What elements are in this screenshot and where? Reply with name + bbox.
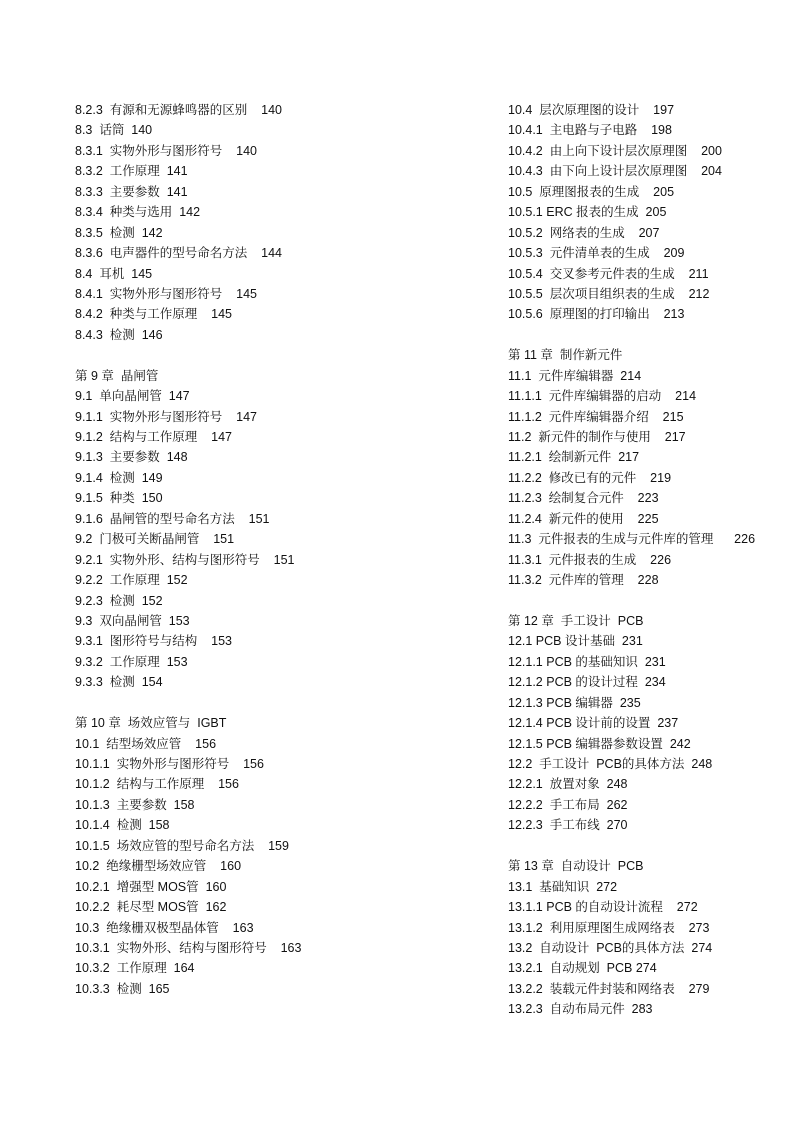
toc-entry: 10.1.2 结构与工作原理 156 bbox=[75, 777, 239, 792]
toc-entry: 10.1.5 场效应管的型号命名方法 159 bbox=[75, 838, 289, 853]
toc-entry: 10.5.5 层次项目组织表的生成 212 bbox=[508, 286, 710, 301]
toc-entry: 9.1.6 晶闸管的型号命名方法 151 bbox=[75, 511, 270, 526]
toc-entry: 9.2 门极可关断晶闸管 151 bbox=[75, 532, 235, 547]
toc-entry: 10.1.1 实物外形与图形符号 156 bbox=[75, 757, 264, 771]
toc-entry: 8.3.5 检测 142 bbox=[75, 225, 163, 240]
toc-entry: 12.2.2 手工布局 262 bbox=[508, 797, 628, 812]
toc-entry: 13.1.1 PCB 的自动设计流程 272 bbox=[508, 900, 698, 915]
toc-entry: 11.2 新元件的制作与使用 217 bbox=[508, 430, 686, 444]
toc-entry: 11.2.3 绘制复合元件 223 bbox=[508, 491, 659, 506]
toc-entry: 13.1 基础知识 272 bbox=[508, 879, 618, 894]
chapter-heading: 第 9 章 晶闸管 bbox=[75, 368, 159, 383]
toc-entry: 8.3.4 种类与选用 142 bbox=[75, 205, 201, 220]
toc-entry: 9.3 双向晶闸管 153 bbox=[75, 613, 190, 628]
toc-entry: 9.2.3 检测 152 bbox=[75, 593, 163, 608]
chapter-heading: 第 10 章 场效应管与 IGBT bbox=[75, 716, 227, 731]
toc-entry: 11.1 元件库编辑器 214 bbox=[508, 368, 642, 383]
toc-entry: 8.3.6 电声器件的型号命名方法 144 bbox=[75, 246, 282, 261]
toc-entry: 10.4.3 由下向上设计层次原理图 204 bbox=[508, 164, 722, 179]
toc-entry: 13.2 自动设计 PCB的具体方法 274 bbox=[508, 940, 713, 955]
toc-entry: 11.3.2 元件库的管理 228 bbox=[508, 573, 659, 588]
toc-entry: 13.2.2 装载元件封装和网络表 279 bbox=[508, 981, 710, 996]
toc-entry: 12.1.5 PCB 编辑器参数设置 242 bbox=[508, 736, 691, 751]
toc-entry: 9.2.2 工作原理 152 bbox=[75, 573, 188, 588]
toc-entry: 13.1.2 利用原理图生成网络表 273 bbox=[508, 920, 710, 935]
toc-entry: 9.1.5 种类 150 bbox=[75, 491, 163, 506]
toc-entry: 13.2.3 自动布局元件 283 bbox=[508, 1002, 653, 1017]
toc-entry: 8.3.2 工作原理 141 bbox=[75, 164, 188, 179]
toc-entry: 10.3 绝缘栅双极型晶体管 163 bbox=[75, 920, 254, 935]
toc-right-column bbox=[508, 100, 788, 1020]
toc-entry: 11.2.4 新元件的使用 225 bbox=[508, 511, 659, 526]
toc-entry: 10.5.3 元件清单表的生成 209 bbox=[508, 246, 685, 261]
toc-entry: 11.2.1 绘制新元件 217 bbox=[508, 450, 640, 465]
section-gap bbox=[508, 325, 788, 345]
toc-entry: 9.3.2 工作原理 153 bbox=[75, 654, 188, 669]
section-gap bbox=[508, 836, 788, 856]
toc-entry: 8.4.1 实物外形与图形符号 145 bbox=[75, 286, 257, 301]
toc-entry: 11.2.2 修改已有的元件 219 bbox=[508, 470, 672, 485]
toc-entry: 10.2.1 增强型 MOS管 160 bbox=[75, 879, 227, 894]
toc-entry: 9.1.4 检测 149 bbox=[75, 470, 163, 485]
toc-entry: 10.1 结型场效应管 156 bbox=[75, 736, 217, 751]
toc-entry: 10.5.2 网络表的生成 207 bbox=[508, 225, 660, 240]
chapter-heading: 第 13 章 自动设计 PCB bbox=[508, 859, 644, 874]
toc-entry: 8.4 耳机 145 bbox=[75, 266, 153, 281]
chapter-heading: 第 11 章 制作新元件 bbox=[508, 348, 623, 363]
toc-entry: 9.3.3 检测 154 bbox=[75, 675, 163, 690]
toc-entry: 9.1 单向晶闸管 147 bbox=[75, 389, 190, 404]
toc-entry: 10.4 层次原理图的设计 197 bbox=[508, 103, 675, 117]
toc-entry: 12.1.1 PCB 的基础知识 231 bbox=[508, 654, 666, 669]
toc-entry: 11.1.2 元件库编辑器介绍 215 bbox=[508, 409, 684, 424]
toc-entry: 11.1.1 元件库编辑器的启动 214 bbox=[508, 389, 697, 404]
toc-entry: 9.1.1 实物外形与图形符号 147 bbox=[75, 409, 257, 424]
toc-entry: 8.3.1 实物外形与图形符号 140 bbox=[75, 143, 257, 158]
toc-entry: 12.2.3 手工布线 270 bbox=[508, 818, 628, 833]
toc-entry: 9.1.3 主要参数 148 bbox=[75, 450, 188, 465]
toc-entry: 10.5.1 ERC 报表的生成 205 bbox=[508, 205, 667, 220]
toc-entry: 9.2.1 实物外形、结构与图形符号 151 bbox=[75, 552, 295, 567]
section-gap bbox=[508, 591, 788, 611]
toc-entry: 12.2 手工设计 PCB的具体方法 248 bbox=[508, 757, 713, 771]
toc-entry: 9.1.2 结构与工作原理 147 bbox=[75, 430, 232, 444]
toc-entry: 10.2.2 耗尽型 MOS管 162 bbox=[75, 900, 227, 915]
toc-entry: 10.1.4 检测 158 bbox=[75, 818, 170, 833]
toc-entry: 8.4.2 种类与工作原理 145 bbox=[75, 307, 232, 322]
toc-entry: 10.3.3 检测 165 bbox=[75, 981, 170, 996]
toc-entry: 12.2.1 放置对象 248 bbox=[508, 777, 628, 792]
toc-entry: 8.2.3 有源和无源蜂鸣器的区别 140 bbox=[75, 103, 282, 117]
toc-left-column bbox=[75, 100, 475, 999]
section-gap bbox=[75, 345, 475, 365]
toc-entry: 10.2 绝缘栅型场效应管 160 bbox=[75, 859, 242, 874]
toc-entry: 12.1.2 PCB 的设计过程 234 bbox=[508, 675, 666, 690]
toc-entry: 10.4.1 主电路与子电路 198 bbox=[508, 123, 672, 138]
section-gap bbox=[75, 693, 475, 713]
toc-entry: 12.1 PCB 设计基础 231 bbox=[508, 634, 643, 649]
toc-entry: 8.3.3 主要参数 141 bbox=[75, 184, 188, 199]
toc-entry: 12.1.3 PCB 编辑器 235 bbox=[508, 695, 641, 710]
toc-entry: 10.3.2 工作原理 164 bbox=[75, 961, 195, 976]
toc-entry: 10.3.1 实物外形、结构与图形符号 163 bbox=[75, 940, 302, 955]
toc-entry: 10.4.2 由上向下设计层次原理图 200 bbox=[508, 143, 722, 158]
toc-entry: 10.5 原理图报表的生成 205 bbox=[508, 184, 675, 199]
toc-entry: 10.5.4 交叉参考元件表的生成 211 bbox=[508, 266, 709, 281]
toc-entry: 8.3 话筒 140 bbox=[75, 123, 153, 138]
toc-entry: 10.5.6 原理图的打印输出 213 bbox=[508, 307, 685, 322]
toc-entry: 12.1.4 PCB 设计前的设置 237 bbox=[508, 716, 679, 731]
toc-entry: 8.4.3 检测 146 bbox=[75, 327, 163, 342]
chapter-heading: 第 12 章 手工设计 PCB bbox=[508, 613, 644, 628]
toc-entry: 13.2.1 自动规划 PCB 274 bbox=[508, 961, 657, 976]
toc-entry: 10.1.3 主要参数 158 bbox=[75, 797, 195, 812]
toc-entry: 11.3 元件报表的生成与元件库的管理 226 bbox=[508, 532, 756, 547]
toc-entry: 9.3.1 图形符号与结构 153 bbox=[75, 634, 232, 649]
toc-entry: 11.3.1 元件报表的生成 226 bbox=[508, 552, 672, 567]
